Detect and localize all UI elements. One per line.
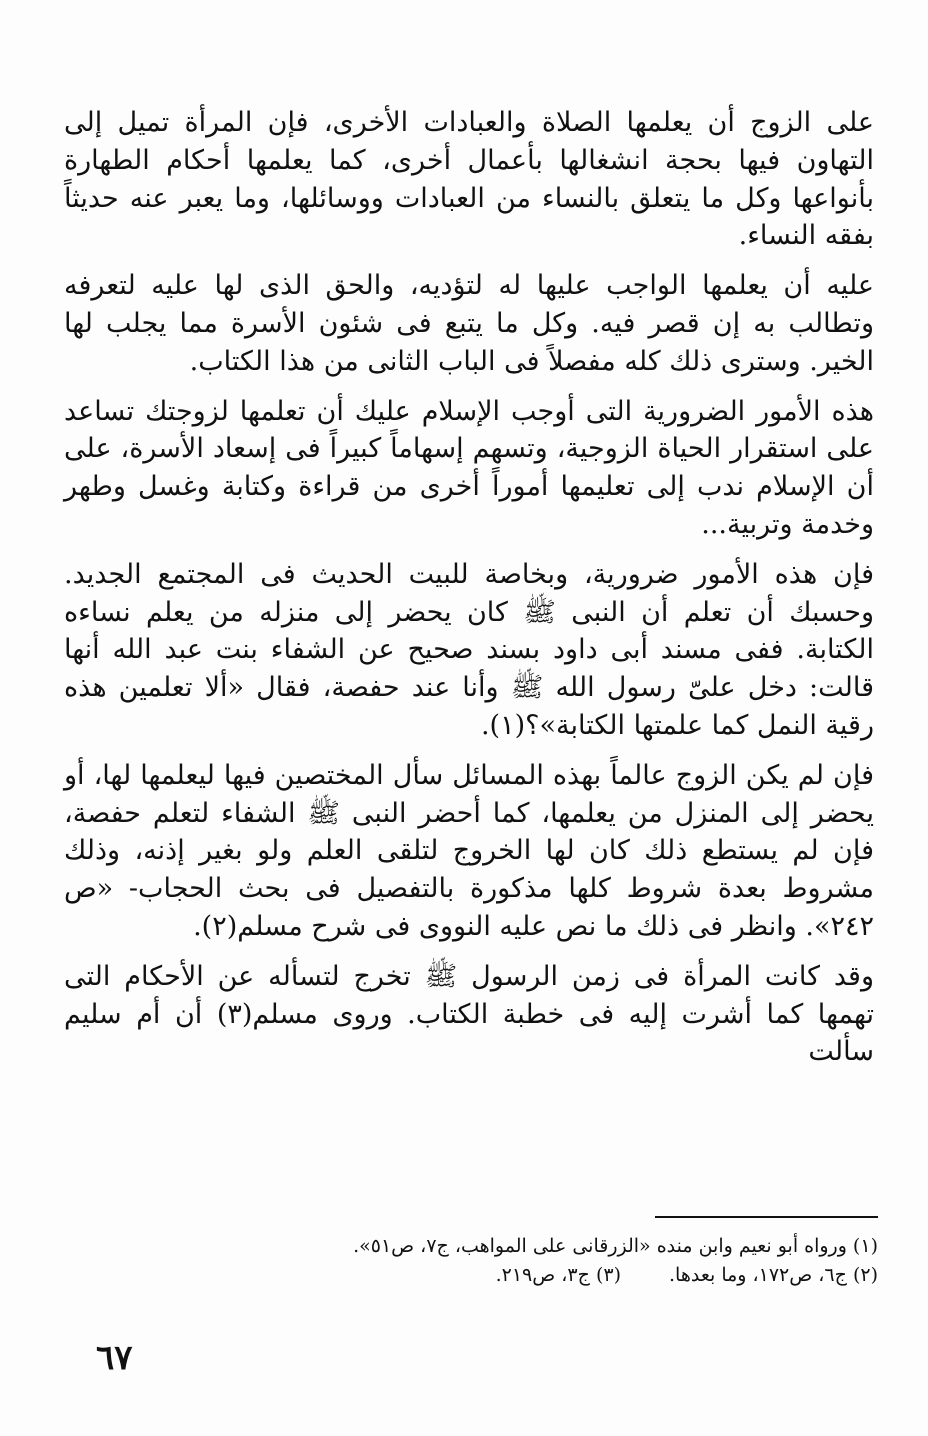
main-text: [64, 104, 874, 1083]
footnote-row: [280, 1261, 878, 1290]
footnote-3: (٣) ج٣، ص٢١٩.: [495, 1264, 621, 1286]
paragraph-5: فإن لم يكن الزوج عالماً بهذه المسائل سأل المختصين فيها ليعلمها لها، أو يحضر إلى المنزل من يعلمها، كما أحضر النبى ﷺ الشفاء لتعلم حفصة، فإن لم يستطع ذلك كان لها الخروج لتلقى العلم ولو بغير إذنه، وذلك مشروط بعدة شروط كلها مذكورة بالتفصيل فى بحث الحجاب- «ص ٢٤٢». وانظر فى ذلك ما نص عليه النووى فى شرح مسلم(٢).: [64, 759, 874, 942]
paragraph-1: على الزوج أن يعلمها الصلاة والعبادات الأخرى، فإن المرأة تميل إلى التهاون فيها بحجة انشغالها بأعمال أخرى، كما يعلمها أحكام الطهارة بأنواعها وكل ما يتعلق بالنساء من العبادات ووسائلها، وما يعبر عنه حديثاً بفقه النساء.: [64, 107, 874, 252]
paragraph-2: عليه أن يعلمها الواجب عليها له لتؤديه، والحق الذى لها عليه لتعرفه وتطالب به إن قصر فيه. وكل ما يتبع فى شئون الأسرة مما يجلب لها الخير. وسترى ذلك كله مفصلاً فى الباب الثانى من هذا الكتاب.: [64, 270, 874, 377]
footnote-2: (٢) ج٦، ص١٧٢، وما بعدها.: [669, 1264, 878, 1286]
footnotes: [280, 1232, 878, 1290]
footnote-1: (١) ورواه أبو نعيم وابن منده «الزرقانى على المواهب، ج٧، ص٥١».: [353, 1235, 878, 1257]
paragraph-6: وقد كانت المرأة فى زمن الرسول ﷺ تخرج لتسأله عن الأحكام التى تهمها كما أشرت إليه فى خطبة الكتاب. وروى مسلم(٣) أن أم سليم سألت: [64, 960, 874, 1068]
page-number: ٦٧: [96, 1338, 133, 1378]
paragraph-3: هذه الأمور الضرورية التى أوجب الإسلام عليك أن تعلمها لزوجتك تساعد على استقرار الحياة الزوجية، وتسهم إسهاماً كبيراً فى إسعاد الأسرة، على أن الإسلام ندب إلى تعليمها أموراً أخرى من قراءة وكتابة وغسل وطهر وخدمة وتربية...: [64, 395, 874, 540]
footnote-divider: [655, 1216, 878, 1218]
paragraph-4: فإن هذه الأمور ضرورية، وبخاصة للبيت الحديث فى المجتمع الجديد. وحسبك أن تعلم أن النبى ﷺ كان يحضر إلى منزله من يعلم نساءه الكتابة. ففى مسند أبى داود بسند صحيح عن الشفاء بنت عبد الله أنها قالت: دخل علىّ رسول الله ﷺ وأنا عند حفصة، فقال «ألا تعلمين هذه رقية النمل كما علمتها الكتابة»؟(١).: [64, 558, 874, 741]
